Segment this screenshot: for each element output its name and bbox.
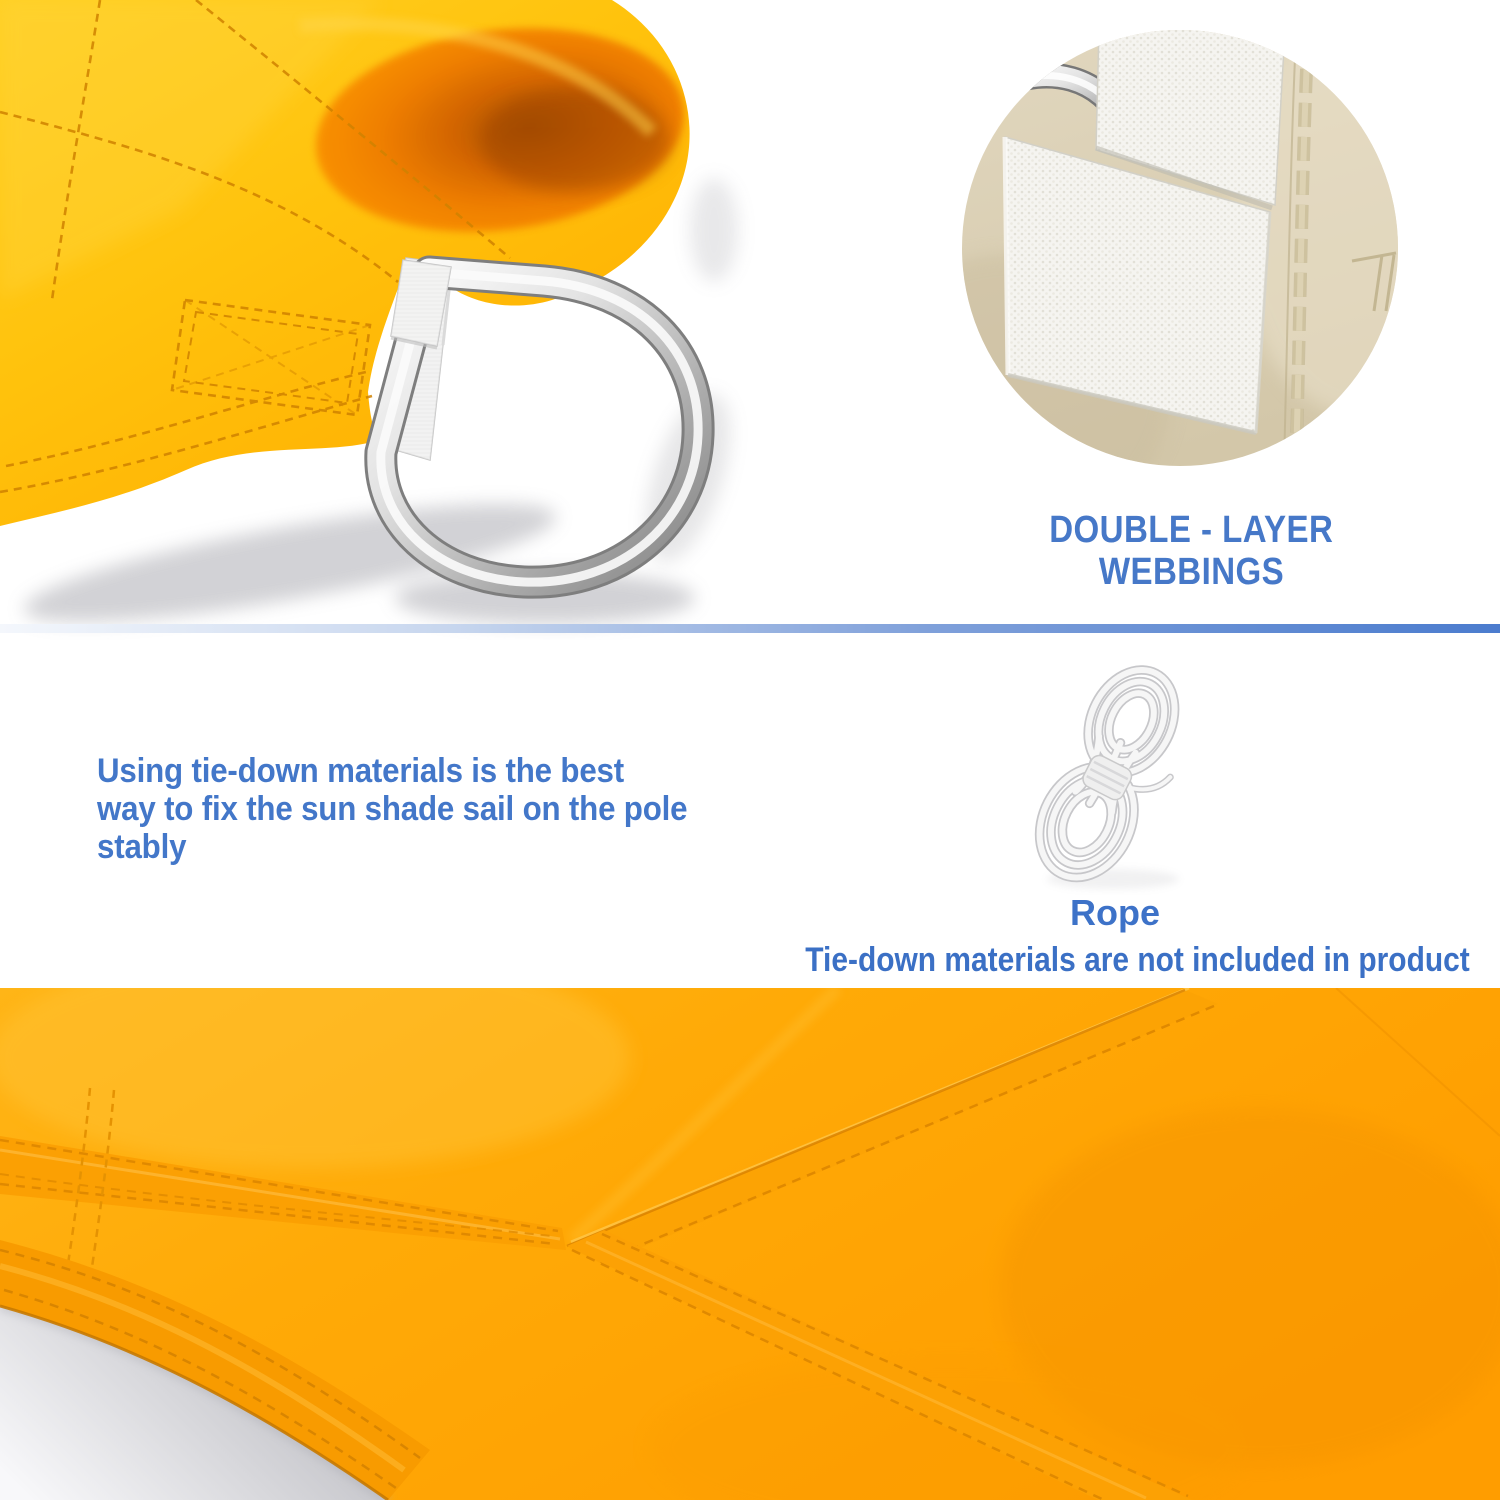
- orange-fabric-closeup-photo: [0, 988, 1500, 1500]
- webbing-caption-line2: WEBBINGS: [1098, 551, 1284, 593]
- section-divider: [0, 624, 1500, 633]
- rope-hank: [1019, 655, 1209, 895]
- webbing-caption: [950, 509, 1432, 593]
- rope-photo: [985, 645, 1235, 895]
- tie-down-paragraph-line3: stably: [97, 828, 187, 866]
- tie-down-paragraph: [97, 752, 817, 866]
- sail-corner-dring-photo: [0, 0, 780, 640]
- rope-label: Rope: [1070, 892, 1160, 933]
- double-layer-webbing-closeup-photo: [950, 15, 1410, 481]
- webbing-caption-line1: DOUBLE - LAYER: [1048, 509, 1334, 551]
- materials-note: Tie-down materials are not included in product: [805, 941, 1470, 979]
- tie-down-paragraph-line1: Using tie-down materials is the best: [97, 752, 624, 790]
- tie-down-paragraph-line2: way to fix the sun shade sail on the pole: [97, 790, 688, 828]
